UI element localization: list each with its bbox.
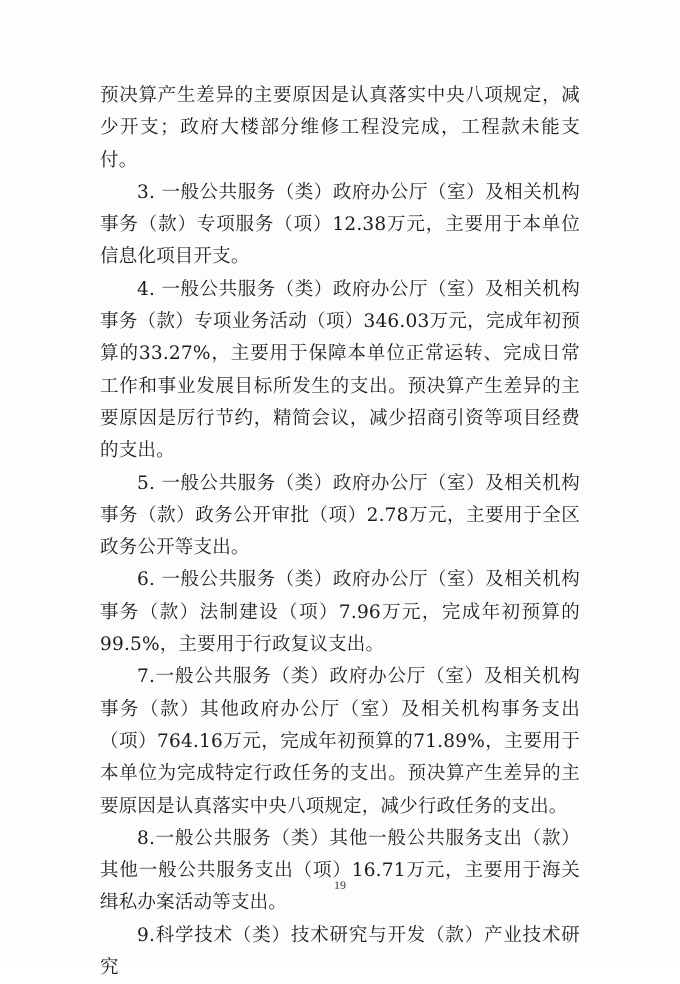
paragraph-item-9: 9.科学技术（类）技术研究与开发（款）产业技术研究 [100,924,580,979]
paragraph-item-6: 6. 一般公共服务（类）政府办公厅（室）及相关机构事务（款）法制建设（项）7.96万元，完成年初预算的99.5%，主要用于行政复议支出。 [100,569,580,656]
paragraph-item-4: 4. 一般公共服务（类）政府办公厅（室）及相关机构事务（款）专项业务活动（项）346.03万元，完成年初预算的33.27%，主要用于保障本单位正常运转、完成日常工作和事业发展目标所发生的支出。预决算产生差异的主要原因是厉行节约，精简会议，减少招商引资等项目经费的支出。 [100,278,580,462]
page-number: 19 [334,878,346,892]
paragraph-item-5: 5. 一般公共服务（类）政府办公厅（室）及相关机构事务（款）政务公开审批（项）2.78万元，主要用于全区政务公开等支出。 [100,472,580,559]
paragraph-continuation: 预决算产生差异的主要原因是认真落实中央八项规定，减少开支；政府大楼部分维修工程没完成，工程款未能支付。 [100,85,580,171]
paragraph-item-7: 7.一般公共服务（类）政府办公厅（室）及相关机构事务（款）其他政府办公厅（室）及相关机构事务支出（项）764.16万元，完成年初预算的71.89%，主要用于本单位为完成特定行政任务的支出。预决算产生差异的主要原因是认真落实中央八项规定，减少行政任务的支出。 [100,666,580,817]
body-text [100,80,580,984]
paragraph-item-8: 8.一般公共服务（类）其他一般公共服务支出（款）其他一般公共服务支出（项）16.71万元，主要用于海关缉私办案活动等支出。 [100,827,580,914]
paragraph-item-3: 3. 一般公共服务（类）政府办公厅（室）及相关机构事务（款）专项服务（项）12.38万元，主要用于本单位信息化项目开支。 [100,181,580,268]
